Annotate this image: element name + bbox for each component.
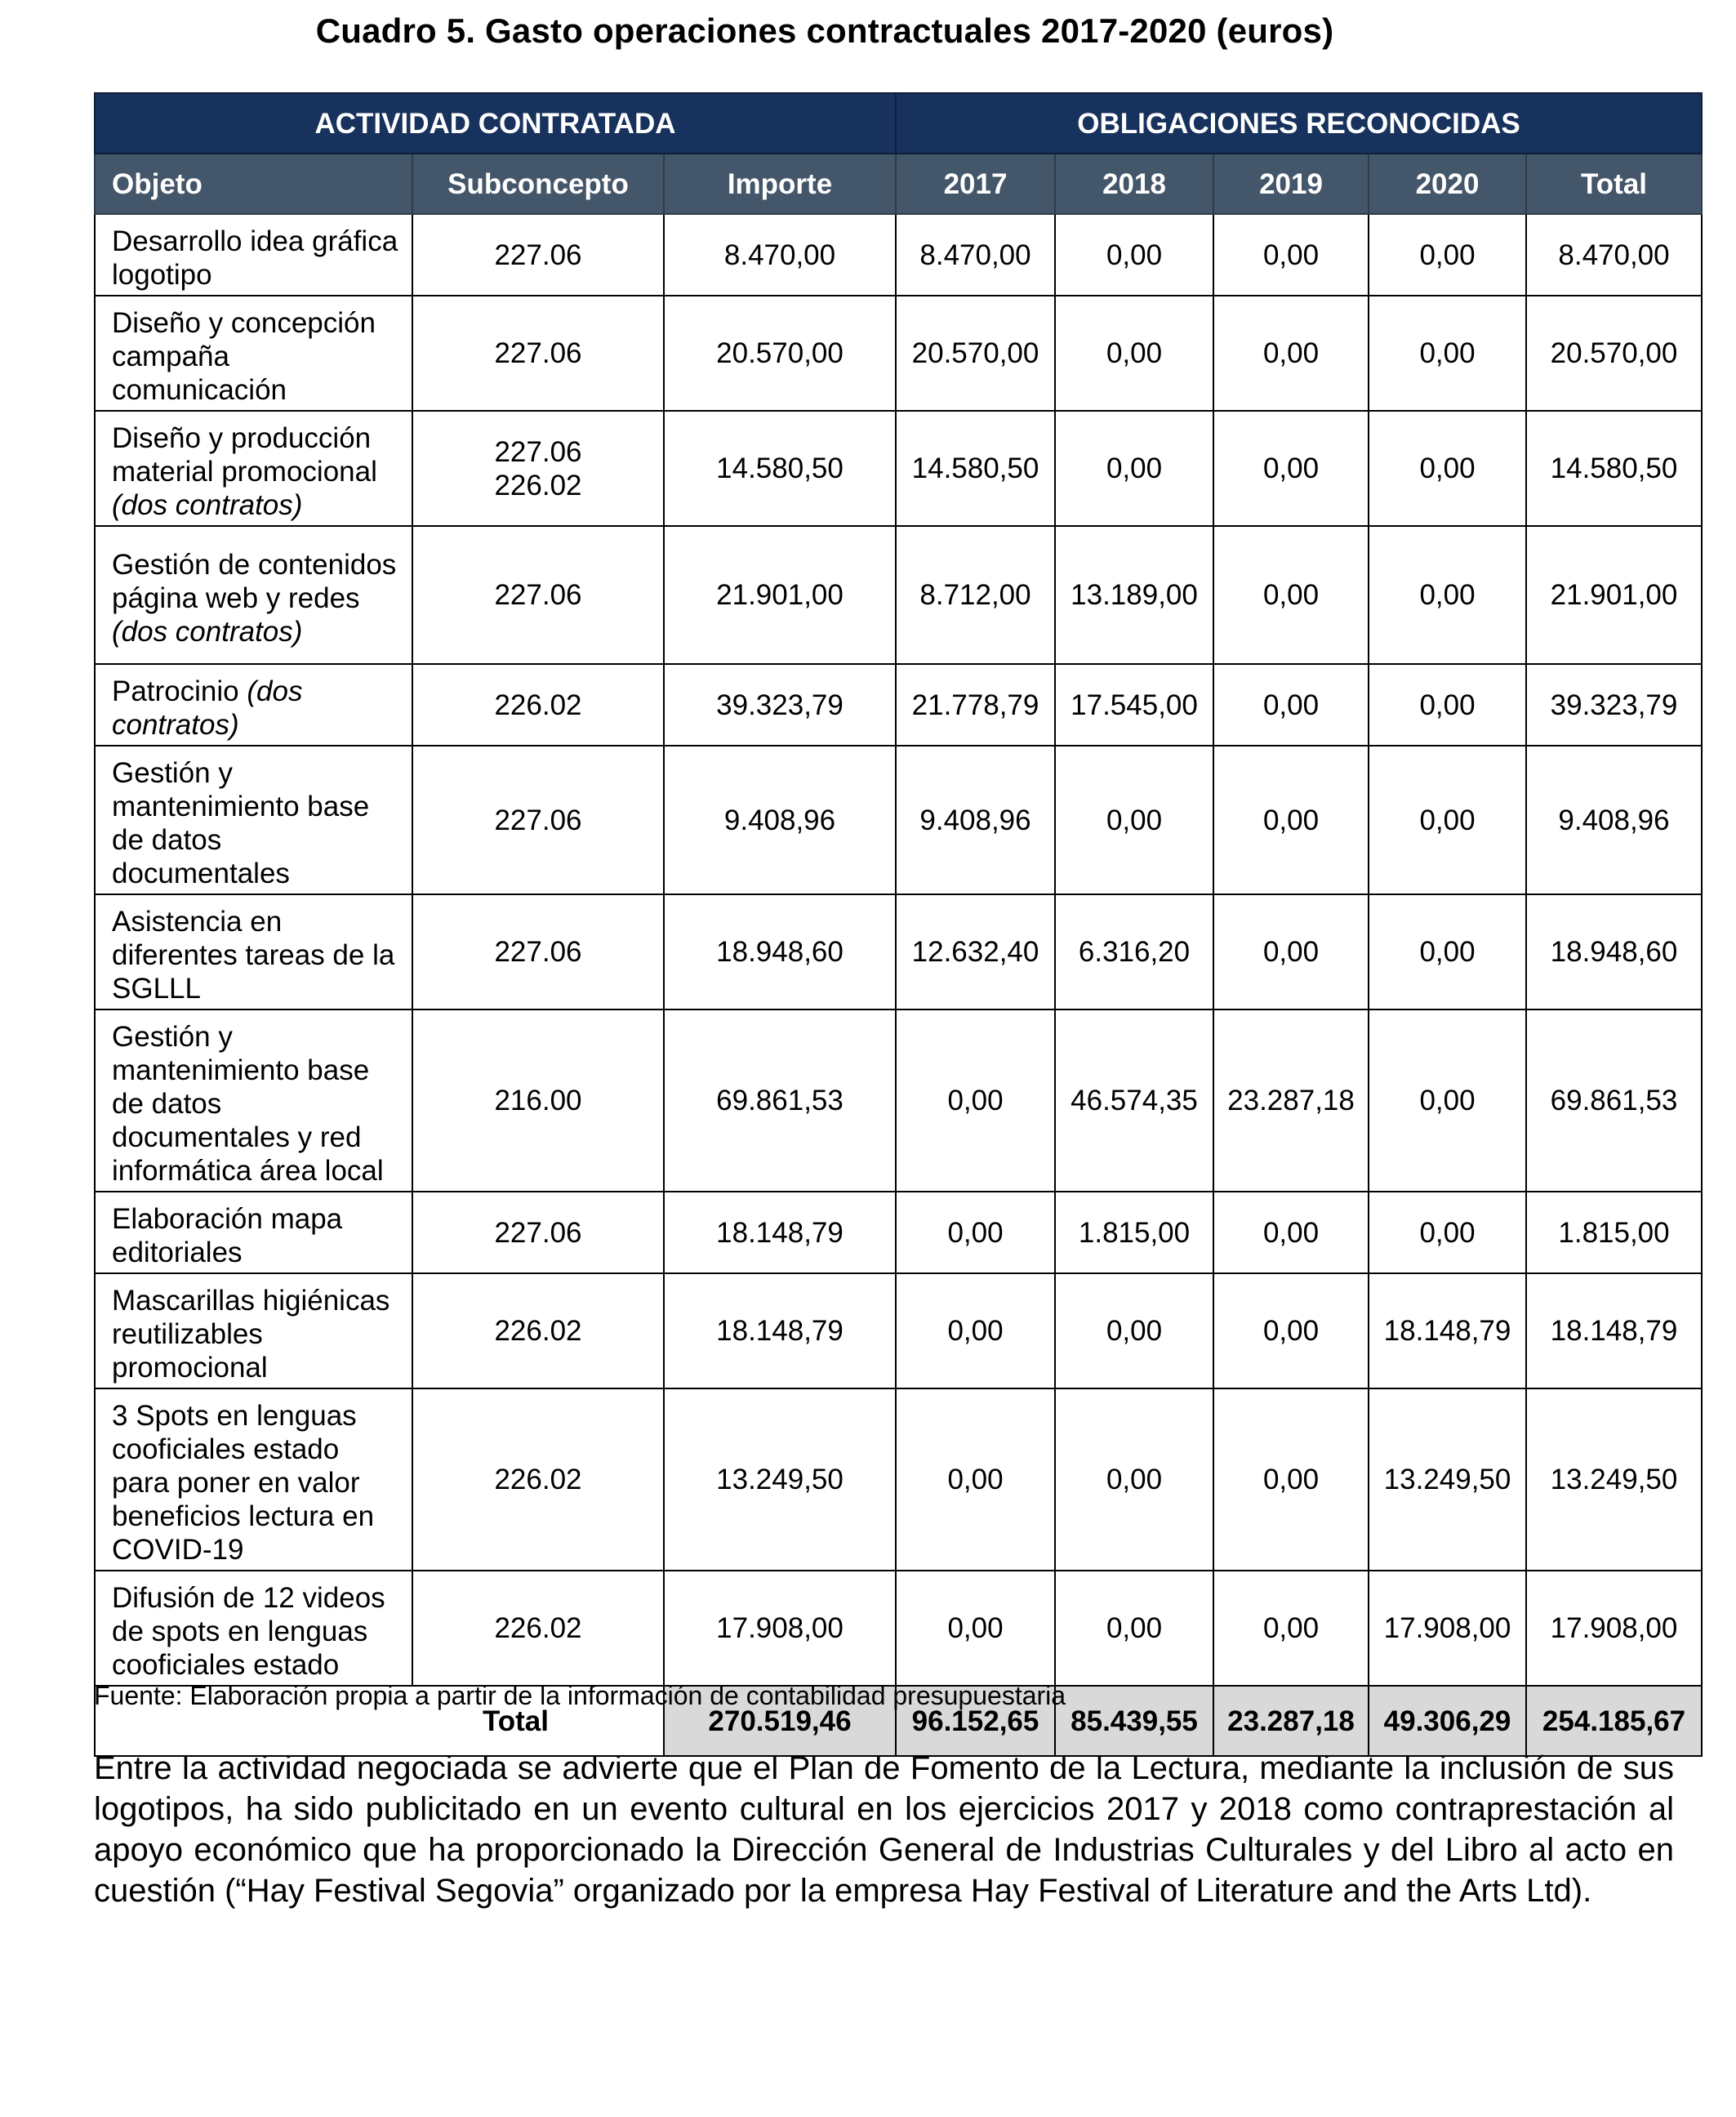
cell-subconcepto: 226.02 (412, 664, 664, 746)
cell-subconcepto: 227.06 (412, 746, 664, 894)
cell-subconcepto-line: 226.02 (494, 469, 582, 501)
cell-objeto-text: Diseño y concepción campaña comunicación (112, 307, 376, 406)
cell-total: 17.908,00 (1526, 1571, 1702, 1686)
cell-objeto-italic: (dos contratos) (112, 489, 303, 521)
cell-2020: 0,00 (1369, 746, 1526, 894)
cell-subconcepto-line: 227.06 (494, 435, 582, 468)
table-body (95, 214, 1702, 1756)
cell-objeto-text: Gestión y mantenimiento base de datos documentales (112, 757, 370, 889)
total-2019: 23.287,18 (1213, 1686, 1369, 1756)
expense-table-container (94, 92, 1701, 1757)
table-row (95, 296, 1702, 411)
cell-total: 21.901,00 (1526, 526, 1702, 664)
cell-2017: 0,00 (896, 1009, 1055, 1192)
cell-subconcepto: 227.06 (412, 214, 664, 296)
cell-2017: 9.408,96 (896, 746, 1055, 894)
table-row (95, 1009, 1702, 1192)
cell-objeto-text: Gestión y mantenimiento base de datos documentales y red informática área local (112, 1021, 384, 1187)
cell-objeto-text: Desarrollo idea gráfica logotipo (112, 225, 398, 291)
cell-objeto-text: Asistencia en diferentes tareas de la SGLLL (112, 906, 395, 1005)
column-header-total: Total (1526, 154, 1702, 214)
cell-2017: 8.712,00 (896, 526, 1055, 664)
cell-total: 39.323,79 (1526, 664, 1702, 746)
cell-2017: 21.778,79 (896, 664, 1055, 746)
cell-objeto-italic: (dos contratos) (112, 675, 303, 741)
cell-2017: 14.580,50 (896, 411, 1055, 526)
cell-2020: 17.908,00 (1369, 1571, 1526, 1686)
cell-2019: 0,00 (1213, 1273, 1369, 1388)
cell-2019: 0,00 (1213, 1388, 1369, 1571)
cell-importe: 17.908,00 (664, 1571, 896, 1686)
cell-2018: 1.815,00 (1055, 1192, 1213, 1273)
cell-objeto-text: 3 Spots en lenguas cooficiales estado para poner en valor beneficios lectura en COVID-19 (112, 1400, 375, 1566)
cell-2017: 0,00 (896, 1571, 1055, 1686)
cell-2019: 0,00 (1213, 664, 1369, 746)
cell-total: 18.948,60 (1526, 894, 1702, 1009)
cell-2019: 0,00 (1213, 214, 1369, 296)
column-header-importe: Importe (664, 154, 896, 214)
cell-importe: 18.148,79 (664, 1273, 896, 1388)
cell-2019: 23.287,18 (1213, 1009, 1369, 1192)
cell-2020: 13.249,50 (1369, 1388, 1526, 1571)
cell-2018: 0,00 (1055, 1571, 1213, 1686)
column-header-2017: 2017 (896, 154, 1055, 214)
column-header-2019: 2019 (1213, 154, 1369, 214)
cell-2020: 0,00 (1369, 214, 1526, 296)
cell-importe: 39.323,79 (664, 664, 896, 746)
table-row (95, 746, 1702, 894)
total-importe: 270.519,46 (664, 1686, 896, 1756)
cell-2018: 0,00 (1055, 296, 1213, 411)
table-source-note: Fuente: Elaboración propia a partir de la información de contabilidad presupuestaria (94, 1681, 1066, 1710)
cell-total: 18.148,79 (1526, 1273, 1702, 1388)
cell-2018: 46.574,35 (1055, 1009, 1213, 1192)
column-header-2020: 2020 (1369, 154, 1526, 214)
cell-2018: 0,00 (1055, 746, 1213, 894)
cell-2017: 0,00 (896, 1192, 1055, 1273)
cell-importe: 18.148,79 (664, 1192, 896, 1273)
table-row (95, 1571, 1702, 1686)
column-header-subconcepto: Subconcepto (412, 154, 664, 214)
cell-2019: 0,00 (1213, 411, 1369, 526)
total-2017: 96.152,65 (896, 1686, 1055, 1756)
cell-total: 20.570,00 (1526, 296, 1702, 411)
cell-2019: 0,00 (1213, 1571, 1369, 1686)
cell-2020: 0,00 (1369, 526, 1526, 664)
cell-subconcepto: 227.06 (412, 894, 664, 1009)
cell-importe: 18.948,60 (664, 894, 896, 1009)
cell-2017: 20.570,00 (896, 296, 1055, 411)
cell-importe: 9.408,96 (664, 746, 896, 894)
cell-2017: 12.632,40 (896, 894, 1055, 1009)
cell-objeto-text: Patrocinio (112, 675, 247, 707)
cell-objeto-text: Mascarillas higiénicas reutilizables promocional (112, 1285, 390, 1384)
cell-objeto (95, 1273, 412, 1388)
cell-total: 14.580,50 (1526, 411, 1702, 526)
cell-subconcepto: 227.06 (412, 296, 664, 411)
cell-2017: 0,00 (896, 1388, 1055, 1571)
table-row (95, 411, 1702, 526)
table-row (95, 894, 1702, 1009)
cell-subconcepto: 226.02 (412, 1273, 664, 1388)
cell-2017: 8.470,00 (896, 214, 1055, 296)
cell-importe: 21.901,00 (664, 526, 896, 664)
total-total: 254.185,67 (1526, 1686, 1702, 1756)
table-row (95, 1273, 1702, 1388)
cell-subconcepto: 216.00 (412, 1009, 664, 1192)
total-label: Total (95, 1686, 664, 1756)
cell-2018: 17.545,00 (1055, 664, 1213, 746)
cell-2020: 0,00 (1369, 296, 1526, 411)
expense-table (94, 92, 1703, 1757)
cell-2020: 0,00 (1369, 894, 1526, 1009)
cell-importe: 69.861,53 (664, 1009, 896, 1192)
cell-2018: 13.189,00 (1055, 526, 1213, 664)
cell-importe: 14.580,50 (664, 411, 896, 526)
group-header-obligaciones: OBLIGACIONES RECONOCIDAS (896, 93, 1702, 154)
cell-2018: 0,00 (1055, 214, 1213, 296)
column-header-2018: 2018 (1055, 154, 1213, 214)
cell-objeto (95, 1009, 412, 1192)
table-row (95, 1388, 1702, 1571)
cell-objeto (95, 296, 412, 411)
cell-total: 8.470,00 (1526, 214, 1702, 296)
column-header-objeto: Objeto (95, 154, 412, 214)
cell-2020: 0,00 (1369, 664, 1526, 746)
column-header-row (95, 154, 1702, 214)
cell-2019: 0,00 (1213, 746, 1369, 894)
cell-objeto-text: Gestión de contenidos página web y redes (112, 549, 397, 614)
cell-objeto (95, 411, 412, 526)
cell-2018: 0,00 (1055, 411, 1213, 526)
cell-2019: 0,00 (1213, 296, 1369, 411)
cell-subconcepto: 227.06 (412, 1192, 664, 1273)
cell-total: 69.861,53 (1526, 1009, 1702, 1192)
cell-importe: 8.470,00 (664, 214, 896, 296)
cell-2018: 0,00 (1055, 1273, 1213, 1388)
cell-importe: 20.570,00 (664, 296, 896, 411)
group-header-actividad: ACTIVIDAD CONTRATADA (95, 93, 896, 154)
cell-objeto (95, 664, 412, 746)
cell-2020: 0,00 (1369, 1009, 1526, 1192)
cell-2020: 18.148,79 (1369, 1273, 1526, 1388)
cell-2018: 0,00 (1055, 1388, 1213, 1571)
body-paragraph: Entre la actividad negociada se advierte que el Plan de Fomento de la Lectura, mediante la inclusión de sus logotipos, ha sido publicitado en un evento cultural en los ejercicios 2017 y 2018 como contraprestación al apoyo económico que ha proporcionado la Dirección General de Industrias Culturales y del Libro al acto en cuestión (“Hay Festival Segovia” organizado por la empresa Hay Festival of Literature and the Arts Ltd). (94, 1750, 1674, 1909)
total-2020: 49.306,29 (1369, 1686, 1526, 1756)
cell-objeto (95, 1388, 412, 1571)
cell-2019: 0,00 (1213, 894, 1369, 1009)
cell-subconcepto: 226.02 (412, 1388, 664, 1571)
cell-2018: 6.316,20 (1055, 894, 1213, 1009)
cell-subconcepto: 227.06 (412, 526, 664, 664)
table-row (95, 664, 1702, 746)
cell-importe: 13.249,50 (664, 1388, 896, 1571)
cell-objeto-italic: (dos contratos) (112, 616, 303, 648)
table-row (95, 214, 1702, 296)
cell-2019: 0,00 (1213, 526, 1369, 664)
cell-2020: 0,00 (1369, 1192, 1526, 1273)
cell-objeto (95, 1192, 412, 1273)
group-header-row (95, 93, 1702, 154)
table-row (95, 1192, 1702, 1273)
cell-total: 9.408,96 (1526, 746, 1702, 894)
cell-subconcepto: 226.02 (412, 1571, 664, 1686)
cell-subconcepto (412, 411, 664, 526)
table-row (95, 526, 1702, 664)
cell-objeto-text: Difusión de 12 videos de spots en lenguas cooficiales estado (112, 1582, 385, 1681)
cell-objeto-text: Elaboración mapa editoriales (112, 1203, 343, 1268)
total-2018: 85.439,55 (1055, 1686, 1213, 1756)
cell-objeto (95, 214, 412, 296)
cell-total: 1.815,00 (1526, 1192, 1702, 1273)
cell-total: 13.249,50 (1526, 1388, 1702, 1571)
cell-2019: 0,00 (1213, 1192, 1369, 1273)
cell-objeto (95, 526, 412, 664)
cell-objeto-text: Diseño y producción material promocional (112, 422, 377, 488)
table-title: Cuadro 5. Gasto operaciones contractuales 2017-2020 (euros) (315, 11, 1334, 50)
cell-2020: 0,00 (1369, 411, 1526, 526)
cell-objeto (95, 746, 412, 894)
cell-objeto (95, 894, 412, 1009)
cell-objeto (95, 1571, 412, 1686)
cell-2017: 0,00 (896, 1273, 1055, 1388)
